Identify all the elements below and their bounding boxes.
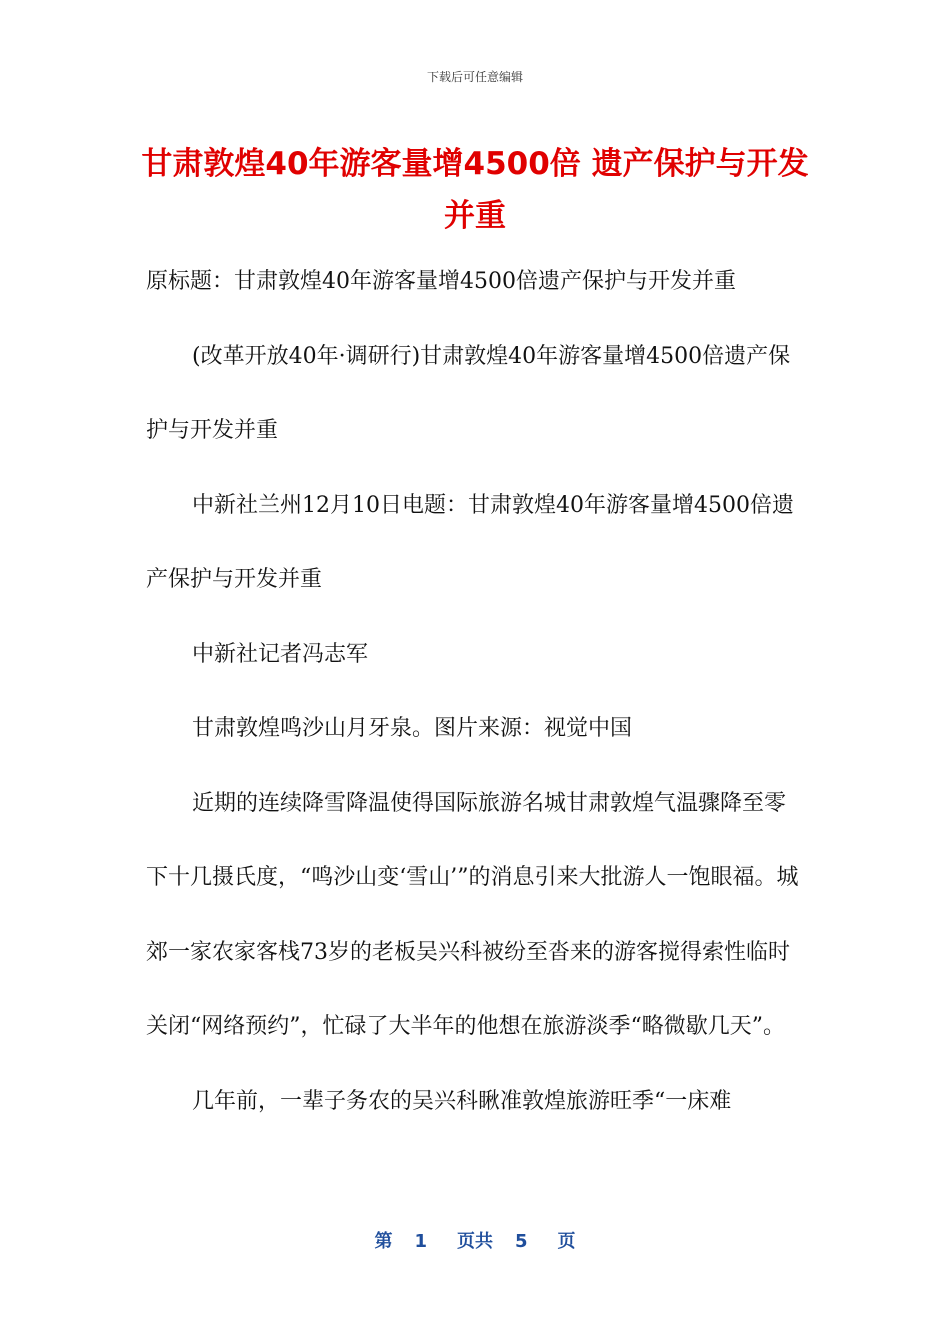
document-title: 甘肃敦煌40年游客量增4500倍 遗产保护与开发并重 [141,146,809,234]
footer-current-page: 1 [414,1231,427,1252]
footer-total-pages: 5 [515,1231,528,1252]
header-note: 下载后可任意编辑 [426,70,523,84]
paragraph-series-title: (改革开放40年·调研行)甘肃敦煌40年游客量增4500倍遗产保护与开发并重 [146,343,791,443]
document-body [146,245,806,1139]
paragraph-body-1: 近期的连续降雪降温使得国际旅游名城甘肃敦煌气温骤降至零下十几摄氏度，“鸣沙山变‘雪山’”的消息引来大批游人一饱眼福。城郊一家农家客栈73岁的老板吴兴科被纷至沓来的游客搅得索性临时关闭“网络预约”，忙碌了大半年的他想在旅游淡季“略微歇几天”。 [146,790,799,1039]
paragraph-original-title: 原标题：甘肃敦煌40年游客量增4500倍遗产保护与开发并重 [146,269,736,294]
paragraph-byline: 中新社记者冯志军 [192,641,369,667]
page-footer [0,1227,950,1253]
footer-middle: 页共 [457,1231,493,1252]
paragraph-body-2: 几年前，一辈子务农的吴兴科瞅准敦煌旅游旺季“一床难 [192,1088,732,1114]
paragraph-dateline: 中新社兰州12月10日电题：甘肃敦煌40年游客量增4500倍遗产保护与开发并重 [146,492,794,592]
paragraph-image-caption: 甘肃敦煌鸣沙山月牙泉。图片来源：视觉中国 [192,716,633,741]
footer-prefix: 第 [374,1231,393,1252]
footer-suffix: 页 [557,1231,576,1252]
